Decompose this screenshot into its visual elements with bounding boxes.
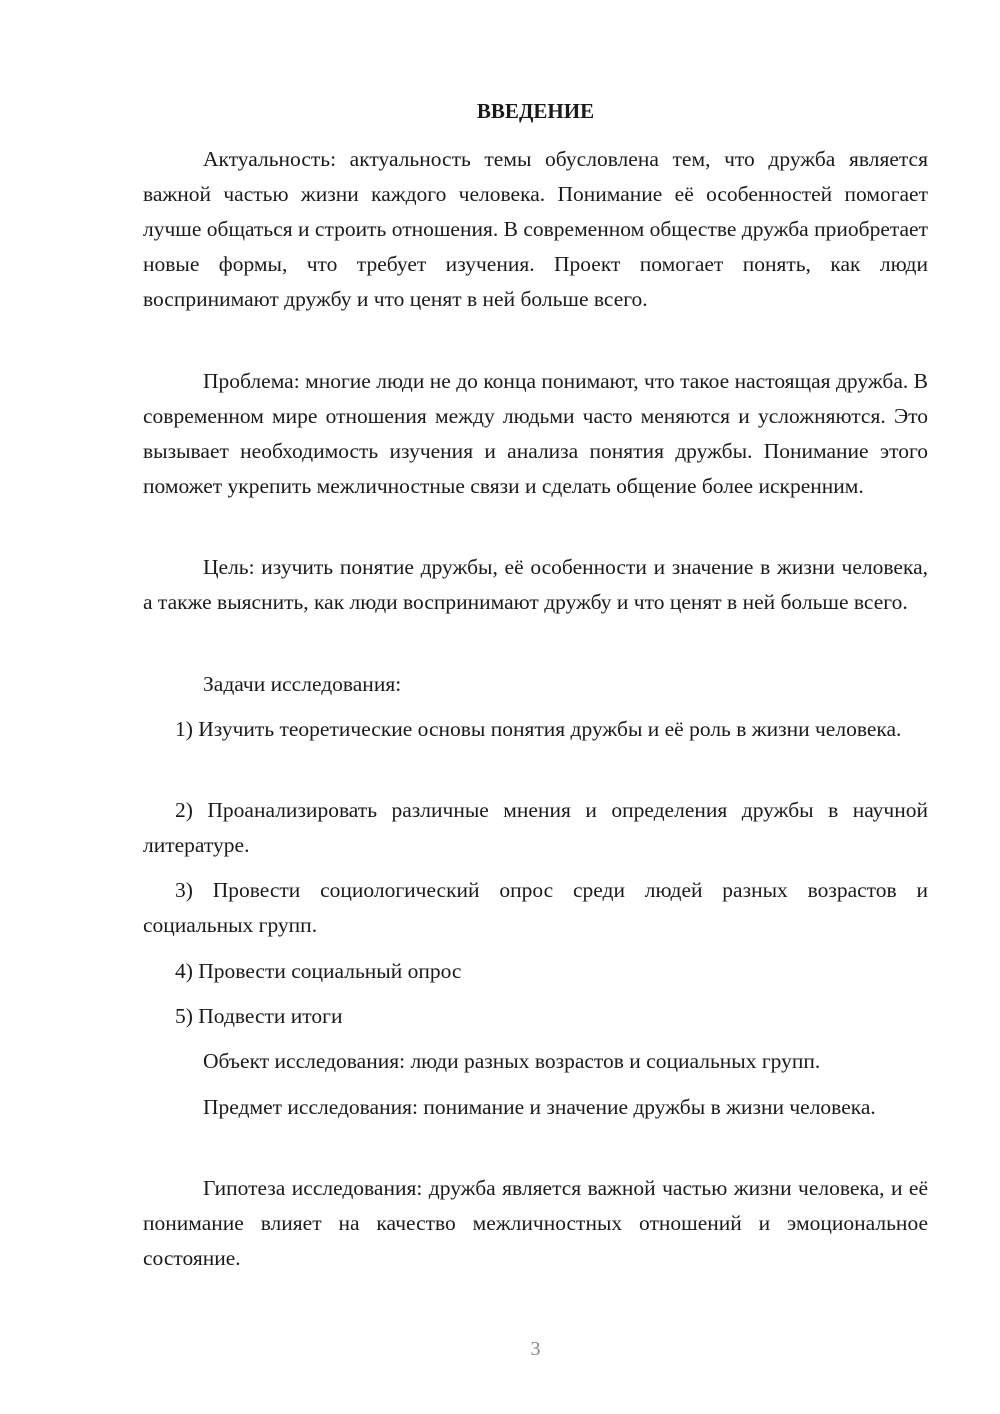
task-item-5: 5) Подвести итоги xyxy=(175,1004,343,1028)
paragraph-relevance: Актуальность: актуальность темы обусловлена тем, что дружба является важной частью жизни каждого человека. Понимание её особенностей помогает лучше общаться и строить отношения. В современном обществе дружба приобретает новые формы, что требует изучения. Проект помогает понять, как люди воспринимают дружбу и что ценят в ней больше всего. xyxy=(143,147,928,311)
paragraph-goal: Цель: изучить понятие дружбы, её особенности и значение в жизни человека, а также выяснить, как люди воспринимают дружбу и что ценят в ней больше всего. xyxy=(143,555,928,614)
task-item-4: 4) Провести социальный опрос xyxy=(175,959,462,983)
page-number: 3 xyxy=(530,1338,541,1360)
paragraph-object: Объект исследования: люди разных возрастов и социальных групп. xyxy=(203,1049,821,1073)
paragraph-subject: Предмет исследования: понимание и значение дружбы в жизни человека. xyxy=(203,1095,876,1119)
document-page xyxy=(143,0,928,1414)
section-title: ВВЕДЕНИЕ xyxy=(476,99,595,123)
task-item-1: 1) Изучить теоретические основы понятия дружбы и её роль в жизни человека. xyxy=(175,717,902,741)
task-item-3: 3) Провести социологический опрос среди людей разных возрастов и социальных групп. xyxy=(143,878,928,937)
paragraph-problem: Проблема: многие люди не до конца понимают, что такое настоящая дружба. В современном мире отношения между людьми часто меняются и усложняются. Это вызывает необходимость изучения и анализа понятия дружбы. Понимание этого поможет укрепить межличностные связи и сделать общение более искренним. xyxy=(143,369,928,498)
task-item-2: 2) Проанализировать различные мнения и определения дружбы в научной литературе. xyxy=(143,798,928,857)
paragraph-hypothesis: Гипотеза исследования: дружба является важной частью жизни человека, и её понимание влияет на качество межличностных отношений и эмоциональное состояние. xyxy=(143,1176,928,1270)
tasks-heading: Задачи исследования: xyxy=(203,672,402,696)
